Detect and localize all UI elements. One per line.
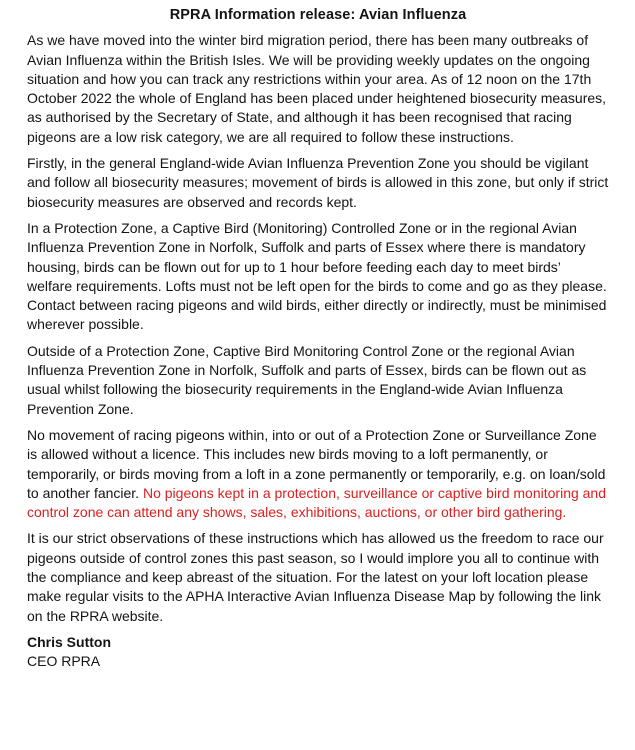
- document-title: RPRA Information release: Avian Influenza: [169, 7, 467, 23]
- movement-paragraph-text: No movement of racing pigeons within, into or out of a Protection Zone or Surveillance Zone is allowed without a licence. This includes new birds moving to a loft permanently, or temporarily, or birds moving from a loft in a zone permanently or temporarily, e.g. on loan/sold to another fancier.: [27, 426, 606, 501]
- signature-role: CEO RPRA: [27, 653, 101, 670]
- outside-zone-paragraph: Outside of a Protection Zone, Captive Bird Monitoring Control Zone or the regional Avian Influenza Prevention Zone in Norfolk, Suffolk and parts of Essex, birds can be flown out as usual whilst following the biosecurity requirements in the England-wide Avian Influenza Prevention Zone.: [27, 342, 587, 417]
- protection-zone-paragraph: In a Protection Zone, a Captive Bird (Monitoring) Controlled Zone or in the regional Avian Influenza Prevention Zone in Norfolk, Suffolk and parts of Essex where there is mandatory housing, birds can be flown out for up to 1 hour before feeding each day to meet birds’ welfare requirements. Lofts must not be left open for the birds to come and go as they please. Contact between racing pigeons and wild birds, either directly or indirectly, must be minimised wherever possible.: [27, 219, 607, 333]
- intro-paragraph: As we have moved into the winter bird migration period, there has been many outbreaks of Avian Influenza within the British Isles. We will be providing weekly updates on the ongoing situation and how you can track any restrictions within your area. As of 12 noon on the 17th October 2022 the whole of England has been placed under heightened biosecurity measures, as authorised by the Secretary of State, and although it has been recognised that racing pigeons are a low risk category, we are all required to follow these instructions.: [27, 32, 607, 145]
- movement-paragraph: [27, 426, 609, 522]
- signature-name: Chris Sutton: [27, 633, 111, 650]
- prevention-zone-paragraph: Firstly, in the general England-wide Avian Influenza Prevention Zone you should be vigilant and follow all biosecurity measures; movement of birds is allowed in this zone, but only if strict biosecurity measures are observed and records kept.: [27, 155, 609, 210]
- closing-paragraph: It is our strict observations of these instructions which has allowed us the freedom to race our pigeons outside of control zones this past season, so I would implore you all to continue with the compliance and keep abreast of the situation. For the latest on your loft location please make regular visits to the APHA Interactive Avian Influenza Disease Map by following the link on the RPRA website.: [27, 530, 604, 624]
- movement-warning-highlight: No pigeons kept in a protection, surveillance or captive bird monitoring and control zone can attend any shows, sales, exhibitions, auctions, or other bird gathering.: [27, 484, 607, 521]
